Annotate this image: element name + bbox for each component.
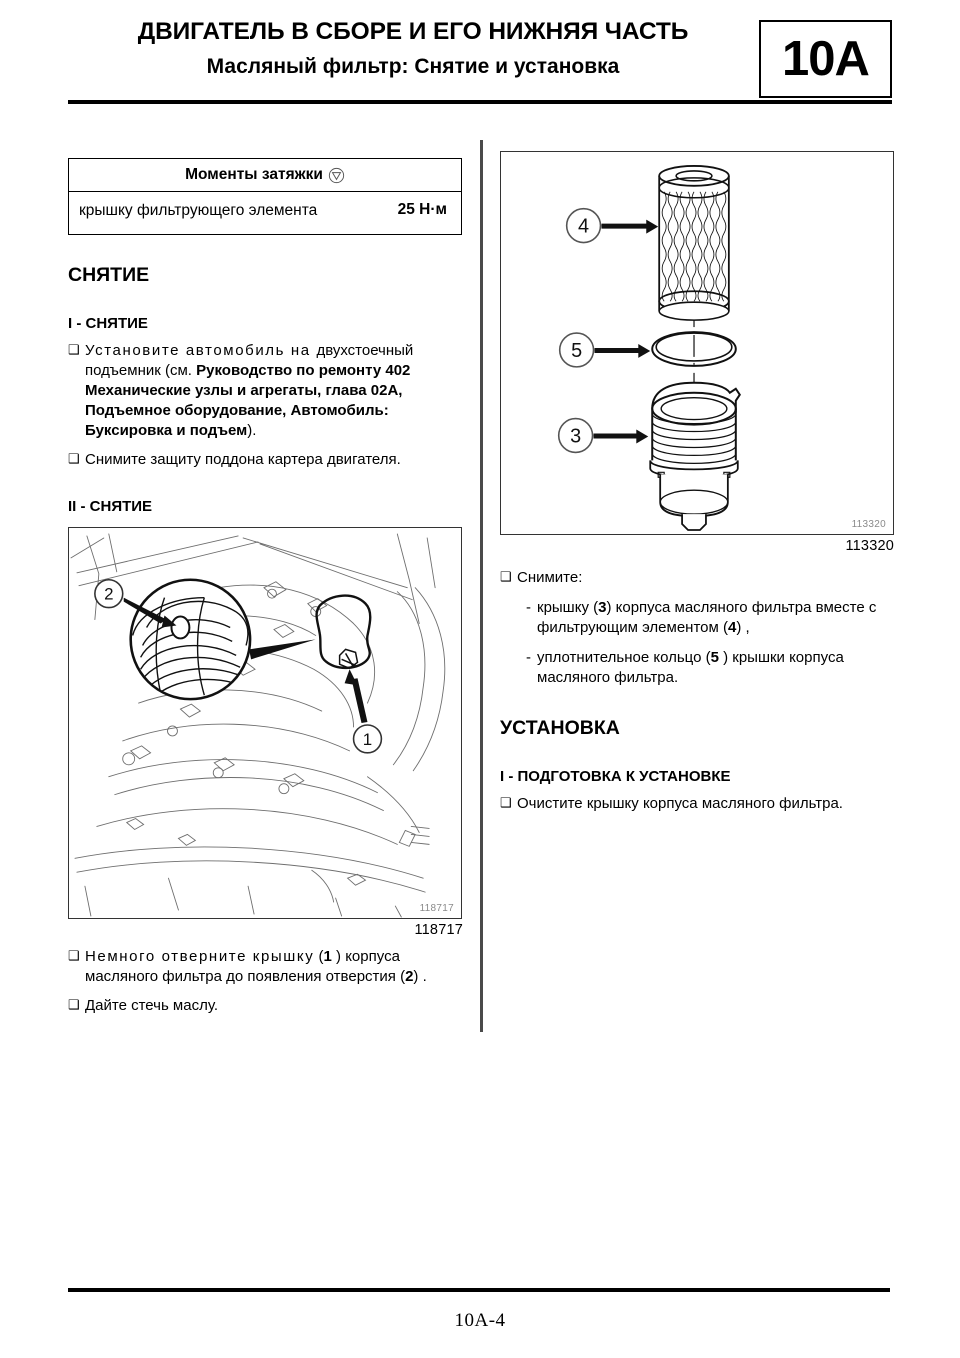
torque-item-value: 25 Н·м: [397, 201, 447, 218]
svg-text:2: 2: [104, 584, 114, 604]
list-item-text: Дайте стечь маслу.: [85, 996, 219, 1014]
list-item: [68, 996, 463, 1016]
figure-engine-photo: [68, 527, 462, 919]
torque-table-heading-label: Моменты затяжки: [185, 166, 323, 183]
checkbox-bullet-icon: ❑: [68, 342, 80, 358]
list-item-text: Снимите:: [517, 569, 583, 586]
torque-table-row: [69, 192, 461, 234]
left-column: [68, 158, 463, 1016]
sub-list-item-text: уплотнительное кольцо (5 ) крышки корпуса масляного фильтра.: [537, 649, 844, 687]
dash-bullet-icon: -: [526, 598, 531, 616]
list-item-text: Снимите защиту поддона картера двигателя.: [85, 450, 401, 468]
figure-reference-engine-photo: 118717: [414, 921, 463, 938]
installation-bullet-list: [500, 794, 894, 814]
column-divider: [480, 140, 483, 1032]
chapter-code-box: [759, 20, 892, 98]
list-item-text: Установите автомобиль на двухстоечный подъемник (см. Руководство по ремонту 402 Механические узлы и агрегаты, глава 02А, Подъемное оборудование, Автомобиль: Буксировка и подъем).: [85, 342, 414, 439]
checkbox-bullet-icon: ❑: [500, 795, 512, 811]
svg-text:4: 4: [578, 215, 590, 238]
torque-triangle-icon: [328, 167, 345, 184]
removal-bullet-list-2: [68, 947, 463, 1016]
page-title: ДВИГАТЕЛЬ В СБОРЕ И ЕГО НИЖНЯЯ ЧАСТЬ: [137, 18, 689, 45]
checkbox-bullet-icon: ❑: [500, 569, 512, 584]
checkbox-bullet-icon: ❑: [68, 450, 80, 466]
figure-filter-exploded: [500, 151, 894, 535]
torque-item-label: крышку фильтрующего элемента: [79, 202, 318, 219]
right-column: [500, 151, 894, 814]
list-item: [500, 794, 894, 814]
header-rule: [68, 100, 892, 104]
list-item-text: Очистите крышку корпуса масляного фильтра.: [517, 795, 843, 813]
subheading-removal-2: II - СНЯТИЕ: [68, 497, 153, 515]
svg-text:1: 1: [362, 729, 373, 749]
page-header: [68, 18, 892, 100]
list-item: [68, 341, 463, 441]
filter-exploded-drawing: [501, 152, 893, 534]
removal-bullet-list: [68, 341, 463, 470]
sub-list-item: [526, 648, 894, 688]
subheading-removal-1: I - СНЯТИЕ: [68, 315, 148, 333]
dash-bullet-icon: -: [526, 649, 531, 667]
torque-table-header: [69, 159, 461, 192]
svg-text:5: 5: [571, 339, 583, 362]
checkbox-bullet-icon: ❑: [68, 947, 80, 963]
list-item: [68, 450, 463, 470]
list-item: [500, 568, 894, 588]
page-subtitle: Масляный фильтр: Снятие и установка: [206, 55, 620, 79]
sub-list-item-text: крышку (3) корпуса масляного фильтра вместе с фильтрующим элементом (4) ,: [537, 598, 877, 637]
list-item: [68, 947, 463, 987]
figure-reference-inner: 113320: [851, 519, 886, 530]
section-heading-removal: СНЯТИЕ: [68, 264, 150, 287]
checkbox-bullet-icon: ❑: [68, 996, 80, 1012]
engine-photo-drawing: [69, 528, 461, 918]
figure-reference-inner: 118717: [419, 902, 454, 914]
remove-instruction-block: [500, 568, 894, 688]
figure-reference-filter-exploded: 113320: [845, 538, 894, 554]
header-titles: [68, 18, 758, 80]
torque-table: [68, 158, 462, 235]
section-heading-installation: УСТАНОВКА: [500, 717, 620, 740]
subheading-installation-1: I - ПОДГОТОВКА К УСТАНОВКЕ: [500, 768, 731, 786]
list-item-text: Немного отверните крышку (1 ) корпуса масляного фильтра до появления отверстия (2) .: [85, 947, 427, 985]
svg-text:3: 3: [570, 425, 582, 448]
sub-list-item: [526, 598, 894, 638]
footer-rule: [68, 1288, 890, 1292]
page-number: 10A-4: [454, 1310, 506, 1331]
chapter-code-label: 10A: [782, 31, 869, 86]
